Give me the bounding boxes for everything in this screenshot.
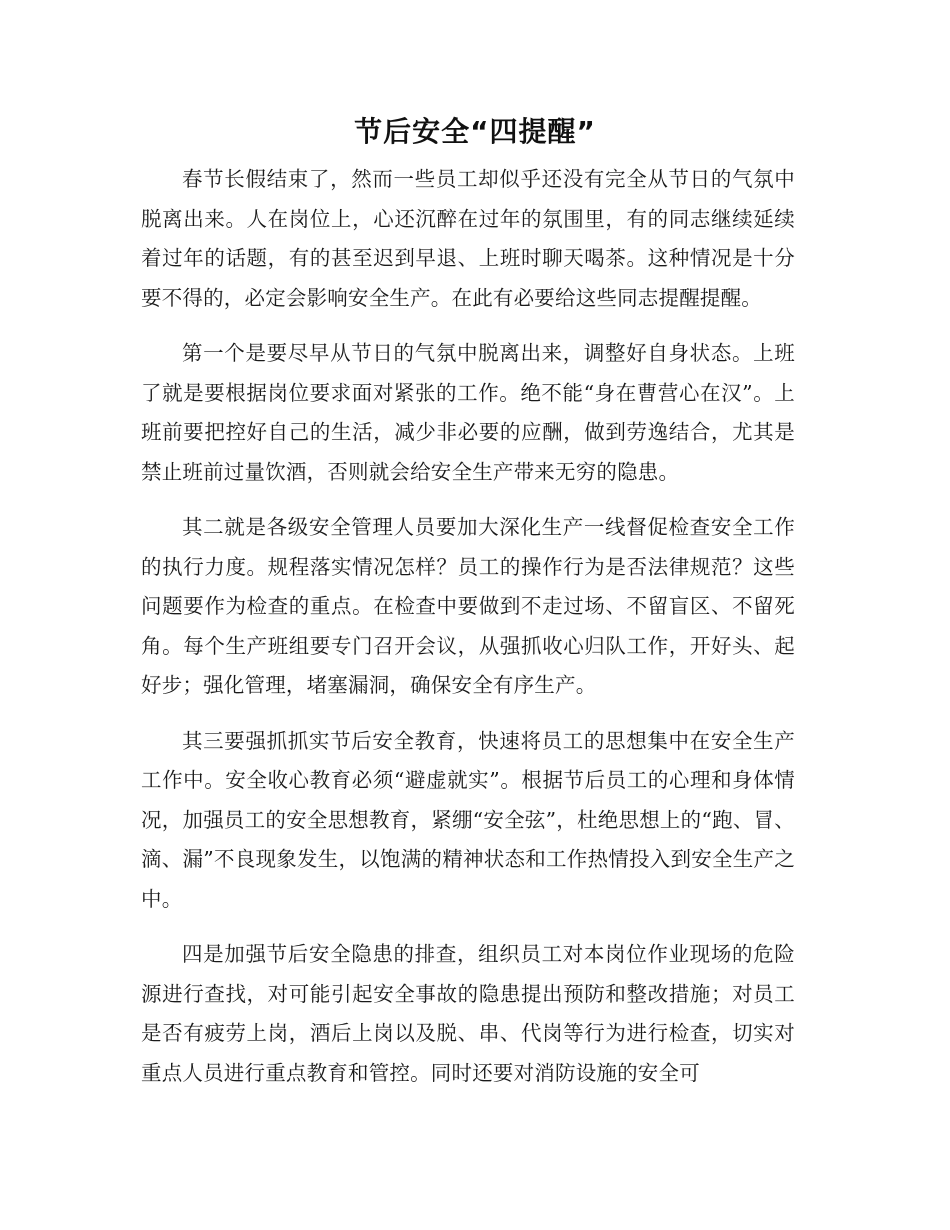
paragraph-third-reminder: 其三要强抓抓实节后安全教育，快速将员工的思想集中在安全生产工作中。安全收心教育必须“避虚就实”。根据节后员工的心理和身体情况，加强员工的安全思想教育，紧绷“安全弦”，杜绝思想上的“跑、冒、滴、漏”不良现象发生，以饱满的精神状态和工作热情投入到安全生产之中。 (141, 728, 795, 911)
paragraph-intro: 春节长假结束了，然而一些员工却似乎还没有完全从节日的气氛中脱离出来。人在岗位上，心还沉醉在过年的氛围里，有的同志继续延续着过年的话题，有的甚至迟到早退、上班时聊天喝茶。这种情况是十分要不得的，必定会影响安全生产。在此有必要给这些同志提醒提醒。 (141, 167, 795, 310)
document-body (141, 160, 795, 1109)
document-title: 节后安全“四提醒” (354, 115, 596, 148)
paragraph-fourth-reminder: 四是加强节后安全隐患的排查，组织员工对本岗位作业现场的危险源进行查找，对可能引起安全事故的隐患提出预防和整改措施；对员工是否有疲劳上岗，酒后上岗以及脱、串、代岗等行为进行检查，切实对重点人员进行重点教育和管控。同时还要对消防设施的安全可 (141, 942, 795, 1085)
paragraph-second-reminder: 其二就是各级安全管理人员要加大深化生产一线督促检查安全工作的执行力度。规程落实情况怎样？员工的操作行为是否法律规范？这些问题要作为检查的重点。在检查中要做到不走过场、不留盲区、不留死角。每个生产班组要专门召开会议，从强抓收心归队工作，开好头、起好步；强化管理，堵塞漏洞，确保安全有序生产。 (141, 515, 795, 697)
paragraph-first-reminder: 第一个是要尽早从节日的气氛中脱离出来，调整好自身状态。上班了就是要根据岗位要求面对紧张的工作。绝不能“身在曹营心在汉”。上班前要把控好自己的生活，减少非必要的应酬，做到劳逸结合，尤其是禁止班前过量饮酒，否则就会给安全生产带来无穷的隐患。 (141, 341, 795, 484)
